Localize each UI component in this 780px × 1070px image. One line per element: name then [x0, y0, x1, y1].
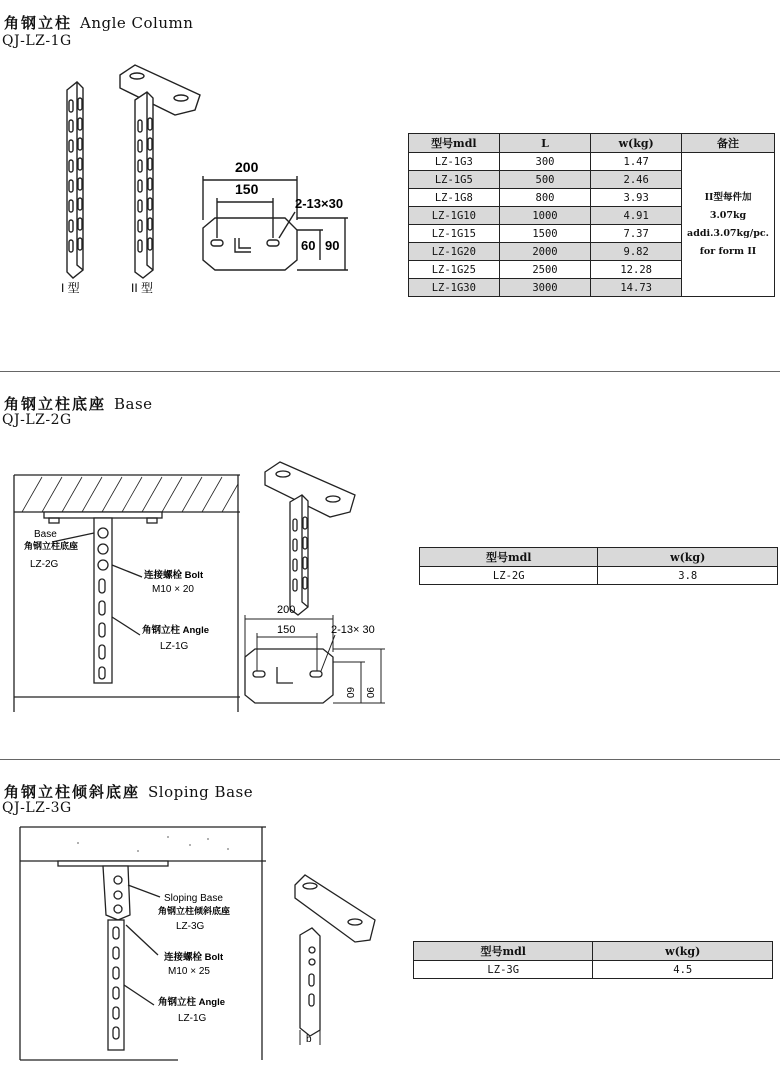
section-base	[0, 372, 780, 758]
title-cn: 角钢立柱底座	[4, 395, 107, 413]
title-en: Angle Column	[80, 14, 194, 32]
sloping-base-installation-drawing	[18, 825, 266, 1065]
cell-length: 2500	[499, 261, 591, 279]
cell-weight: 1.47	[591, 153, 682, 171]
base-label-cn: 角钢立柱倾斜底座	[158, 906, 231, 916]
col-header-weight: w(kg)	[598, 548, 778, 567]
dim-90: 90	[325, 238, 340, 253]
cell-model: LZ-1G20	[409, 243, 500, 261]
base-code: LZ-2G	[30, 559, 59, 570]
cell-model: LZ-1G5	[409, 171, 500, 189]
table-row	[420, 567, 778, 585]
note-cell	[682, 153, 775, 297]
dim-holes: 2-13×30	[295, 196, 344, 211]
cell-model: LZ-1G30	[409, 279, 500, 297]
dim-60: 60	[344, 687, 355, 699]
cell-length: 300	[499, 153, 591, 171]
table-header-row	[409, 134, 775, 153]
cell-length: 1500	[499, 225, 591, 243]
cell-model: LZ-1G10	[409, 207, 500, 225]
col-header-model: 型号mdl	[420, 548, 598, 567]
spec-table-lz-2g	[419, 547, 778, 585]
cell-model: LZ-3G	[414, 961, 593, 979]
angle-label: 角钢立柱 Angle	[158, 997, 226, 1008]
cell-weight: 12.28	[591, 261, 682, 279]
section-sloping-base	[0, 760, 780, 1070]
section-angle-column	[0, 0, 780, 370]
dim-200: 200	[235, 159, 259, 175]
title-cn: 角钢立柱倾斜底座	[4, 783, 141, 801]
table-header-row	[414, 942, 773, 961]
col-header-weight: w(kg)	[593, 942, 773, 961]
angle-label: 角钢立柱 Angle	[142, 625, 210, 636]
col-header-model: 型号mdl	[409, 134, 500, 153]
table-row	[409, 153, 775, 171]
angle-code: LZ-1G	[178, 1013, 207, 1024]
base-installation-drawing	[12, 467, 240, 717]
cell-weight: 9.82	[591, 243, 682, 261]
col-header-weight: w(kg)	[591, 134, 682, 153]
cell-length: 1000	[499, 207, 591, 225]
bolt-size: M10 × 25	[168, 966, 210, 977]
cell-model: LZ-2G	[420, 567, 598, 585]
cell-weight: 14.73	[591, 279, 682, 297]
dim-60: 60	[301, 238, 316, 253]
title-en: Base	[114, 395, 153, 413]
cell-length: 3000	[499, 279, 591, 297]
dim-holes: 2-13× 30	[331, 624, 375, 636]
cell-model: LZ-1G25	[409, 261, 500, 279]
cell-model: LZ-1G15	[409, 225, 500, 243]
bolt-label: 连接螺栓 Bolt	[164, 952, 224, 963]
sloping-base-part-drawing	[290, 870, 385, 1045]
section-title	[4, 393, 153, 414]
bolt-label: 连接螺栓 Bolt	[144, 570, 204, 581]
cell-length: 2000	[499, 243, 591, 261]
base-dimension-drawing	[235, 457, 395, 712]
col-header-length: L	[499, 134, 591, 153]
dim-150: 150	[235, 181, 259, 197]
cell-weight: 2.46	[591, 171, 682, 189]
spec-table-lz-3g	[413, 941, 773, 979]
table-row	[414, 961, 773, 979]
angle-column-drawing	[55, 60, 365, 300]
dim-200: 200	[277, 604, 296, 616]
dim-90: 90	[364, 687, 375, 699]
angle-code: LZ-1G	[160, 641, 189, 652]
col-header-model: 型号mdl	[414, 942, 593, 961]
section-title	[4, 12, 193, 33]
base-code: LZ-3G	[176, 921, 205, 932]
col-header-note: 备注	[682, 134, 775, 153]
dim-b: b	[306, 1034, 312, 1045]
dim-150: 150	[277, 624, 296, 636]
cell-weight: 7.37	[591, 225, 682, 243]
cell-weight: 3.8	[598, 567, 778, 585]
bolt-size: M10 × 20	[152, 584, 194, 595]
spec-table-lz-1g	[408, 133, 775, 297]
product-code: QJ-LZ-3G	[2, 800, 72, 816]
base-label-en: Base	[34, 529, 57, 540]
cell-length: 800	[499, 189, 591, 207]
cell-model: LZ-1G8	[409, 189, 500, 207]
type1-label: I 型	[61, 281, 80, 295]
table-header-row	[420, 548, 778, 567]
cell-weight: 3.93	[591, 189, 682, 207]
base-label-en: Sloping Base	[164, 893, 223, 904]
base-label-cn: 角钢立柱底座	[24, 541, 79, 551]
note-line: addi.3.07kg/pc.	[687, 227, 769, 239]
note-line: for form II	[699, 245, 757, 257]
section-title	[4, 781, 253, 802]
title-en: Sloping Base	[148, 783, 254, 801]
cell-weight: 4.5	[593, 961, 773, 979]
product-code: QJ-LZ-1G	[2, 33, 72, 49]
cell-length: 500	[499, 171, 591, 189]
note-line: 3.07kg	[709, 209, 747, 221]
type2-label: II 型	[131, 281, 154, 295]
product-code: QJ-LZ-2G	[2, 412, 72, 428]
cell-weight: 4.91	[591, 207, 682, 225]
cell-model: LZ-1G3	[409, 153, 500, 171]
note-line: II型每件加	[704, 191, 752, 203]
title-cn: 角钢立柱	[4, 14, 73, 32]
